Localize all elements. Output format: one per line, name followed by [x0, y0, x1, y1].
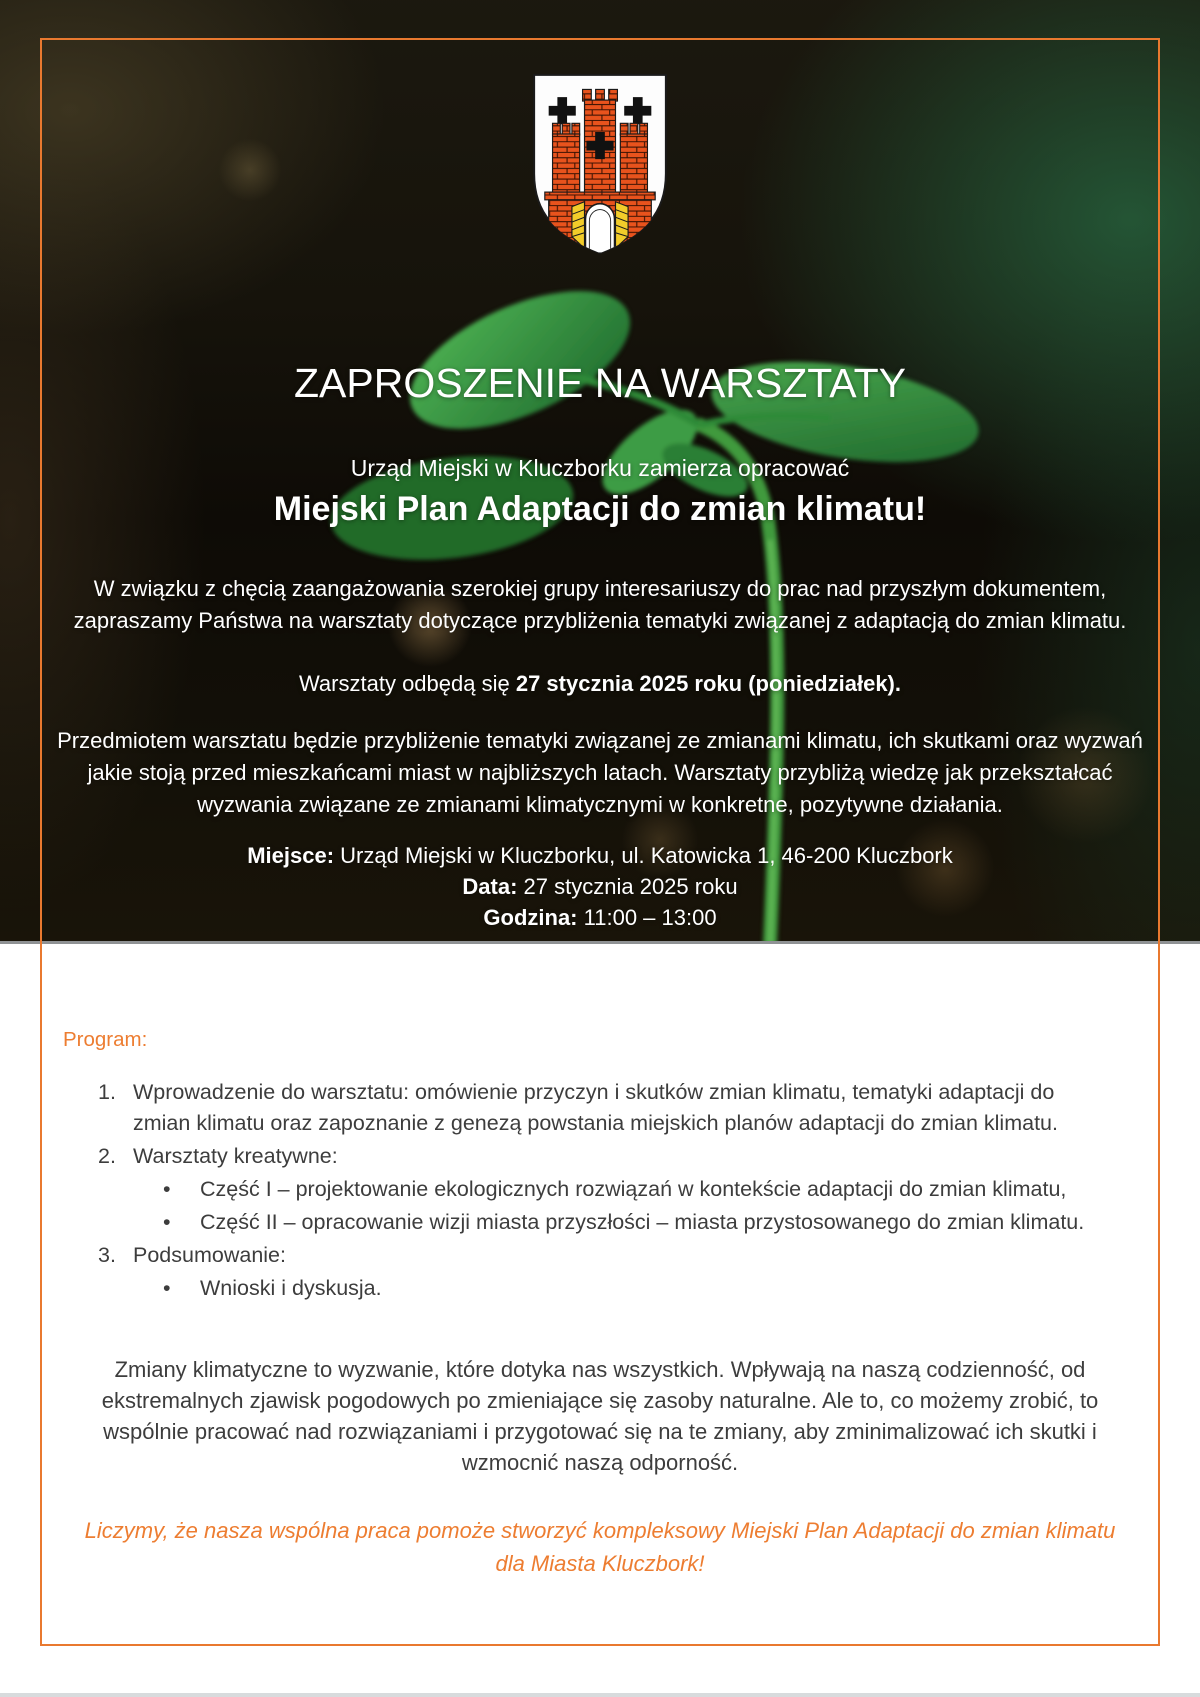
- list-item-text: Podsumowanie:: [133, 1243, 286, 1267]
- closing-paragraph: Zmiany klimatyczne to wyzwanie, które dotyka nas wszystkich. Wpływają na naszą codzienność, od ekstremalnych zjawisk pogodowych po zmieniające się zasoby naturalne. Ale to, co możemy zrobić, to wspólnie pracować nad rozwiązaniami i przygotować się na te zmiany, aby zminimalizować ich skutki i wzmocnić naszą odporność.: [101, 1357, 1099, 1475]
- detail-label: Data:: [462, 874, 518, 899]
- page-bottom-edge: [0, 1693, 1200, 1697]
- page-title: ZAPROSZENIE NA WARSZTATY: [293, 360, 907, 406]
- date-sentence: [50, 669, 1150, 699]
- intro-line: Urząd Miejski w Kluczborku zamierza opracować: [350, 455, 850, 481]
- program-heading: Program:: [63, 1028, 148, 1051]
- list-item-text: Wprowadzenie do warsztatu: omówienie przyczyn i skutków zmian klimatu, tematyki adaptacji do zmian klimatu oraz zapoznanie z genezą powstania miejskich planów adaptacji do zmian klimatu.: [133, 1080, 1058, 1135]
- program-item: [0, 1077, 1112, 1139]
- list-item-text: Część I – projektowanie ekologicznych rozwiązań w kontekście adaptacji do zmian klimatu,: [200, 1177, 1067, 1201]
- program-subitem: [0, 1207, 1112, 1238]
- date-sentence-prefix: Warsztaty odbędą się: [298, 671, 510, 696]
- list-item-text: Część II – opracowanie wizji miasta przyszłości – miasta przystosowanego do zmian klimatu.: [200, 1210, 1085, 1234]
- call-to-action: Liczymy, że nasza wspólna praca pomoże stworzyć kompleksowy Miejski Plan Adaptacji do zmian klimatu dla Miasta Kluczbork!: [84, 1518, 1116, 1576]
- program-subitem: [0, 1174, 1112, 1205]
- detail-row-time: [50, 902, 1150, 933]
- date-sentence-date: 27 stycznia 2025 roku (poniedziałek): [515, 671, 895, 696]
- list-marker: 3.: [98, 1243, 116, 1267]
- list-item-text: Wnioski i dyskusja.: [200, 1276, 382, 1300]
- paragraph-intro: W związku z chęcią zaangażowania szerokiej grupy interesariuszy do prac nad przyszłym dokumentem, zapraszamy Państwa na warsztaty dotyczące przybliżenia tematyki związanej z adaptacją do zmian klimatu.: [73, 576, 1127, 633]
- detail-value: 27 stycznia 2025 roku: [523, 874, 738, 899]
- detail-value: Urząd Miejski w Kluczborku, ul. Katowicka 1, 46-200 Kluczbork: [340, 843, 953, 868]
- photo-bottom-divider: [0, 941, 1200, 944]
- bullet-marker: •: [163, 1210, 171, 1234]
- detail-label: Miejsce:: [247, 843, 335, 868]
- detail-label: Godzina:: [483, 905, 578, 930]
- list-marker: 2.: [98, 1144, 116, 1168]
- event-details: [50, 840, 1150, 933]
- detail-value: 11:00 – 13:00: [583, 905, 717, 930]
- detail-row-place: [50, 840, 1150, 871]
- paragraph-subject: Przedmiotem warsztatu będzie przybliżenie tematyki związanej ze zmianami klimatu, ich skutkami oraz wyzwań jakie stoją przed mieszkańcami miast w najbliższych latach. Warsztaty przybliżą wiedzę jak przekształcać wyzwania związane ze zmianami klimatycznymi w konkretne, pozytywne działania.: [57, 728, 1143, 817]
- detail-row-date: [50, 871, 1150, 902]
- program-item: [0, 1240, 1112, 1271]
- program-subitem: [0, 1273, 1112, 1304]
- headline: Miejski Plan Adaptacji do zmian klimatu!: [273, 490, 927, 528]
- kluczbork-coat-of-arms: [527, 72, 673, 256]
- date-sentence-suffix: .: [894, 671, 902, 696]
- list-marker: 1.: [98, 1080, 116, 1104]
- bullet-marker: •: [163, 1276, 171, 1300]
- program-list: [0, 1077, 1112, 1306]
- program-item: [0, 1141, 1112, 1172]
- bullet-marker: •: [163, 1177, 171, 1201]
- list-item-text: Warsztaty kreatywne:: [133, 1144, 338, 1168]
